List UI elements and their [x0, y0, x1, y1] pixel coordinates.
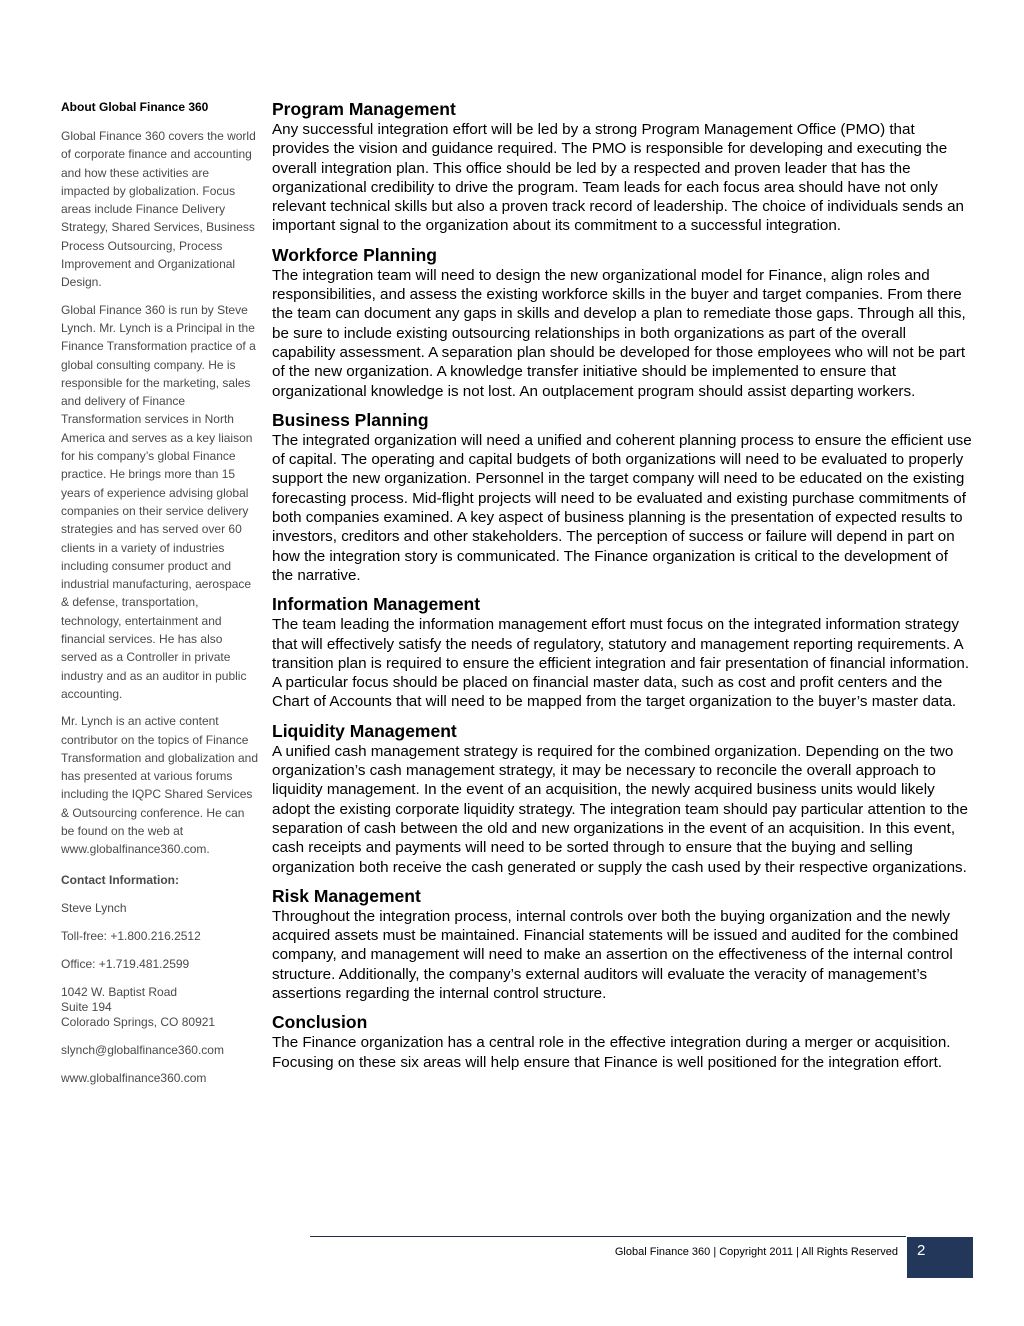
section-heading: Business Planning [272, 409, 429, 430]
footer-divider [310, 1236, 906, 1237]
section-heading: Liquidity Management [272, 720, 457, 741]
section-risk-management [272, 885, 972, 1003]
contact-info-label: Contact Information: [61, 872, 179, 887]
section-body: The team leading the information management effort must focus on the integrated information strategy that will effectively satisfy the needs of regulatory, statutory and management reporting requirements. A transition plan is required to ensure the efficient integration and fair presentation of financial information. A particular focus should be placed on financial master data, such as cost and profit centers and the Chart of Accounts that will need to be mapped from the target organization to the buyer’s master data. [272, 616, 970, 711]
sidebar-paragraph-2: Global Finance 360 is run by Steve Lynch. Mr. Lynch is a Principal in the Finance Transformation practice of a global consulting company. He is responsible for the marketing, sales and delivery of Finance Transformation services in North America and serves as a key liaison for his company’s global Finance practice. He brings more than 15 years of experience advising global companies on their service delivery strategies and has served over 60 clients in a variety of industries including consumer product and industrial manufacturing, aerospace & defense, transportation, technology, entertainment and financial services. He has also served as a Controller in private industry and as an auditor in public accounting. [61, 302, 256, 701]
address-line-3: Colorado Springs, CO 80921 [61, 1014, 216, 1029]
section-conclusion [272, 1011, 972, 1072]
section-heading: Program Management [272, 99, 456, 119]
office-phone: Office: +1.719.481.2599 [61, 956, 190, 971]
section-business-planning [272, 409, 972, 585]
section-body: Throughout the integration process, internal controls over both the buying organization and the newly acquired assets must be maintained. Financial statements will be issued and audited for the combined company, and management will need to make an assertion on the effectiveness of the internal control structure. Additionally, the company’s external auditors will evaluate the veracity of management’s assertions regarding the internal control structure. [272, 907, 959, 1002]
section-heading: Information Management [272, 594, 481, 615]
section-heading: Workforce Planning [272, 244, 437, 265]
sidebar-title: About Global Finance 360 [61, 100, 209, 114]
section-body: A unified cash management strategy is required for the combined organization. Depending on the two organization’s cash management strategy, it may be necessary to reconcile the overall approach to liquidity management. In the event of an acquisition, the newly acquired business units would likely adopt the existing corporate liquidity strategy. The integration team should pay particular attention to the separation of cash between the old and new organizations in the event of an acquisition. In this event, cash receipts and payments will need to be sorted through to ensure that the buying and selling organization both receive the cash generated or supply the cash used by their respective organizations. [272, 742, 968, 876]
sidebar-paragraph-3: Mr. Lynch is an active content contributor on the topics of Finance Transformation and globalization and has presented at various forums including the IQPC Shared Services & Outsourcing conference. He can be found on the web at www.globalfinance360.com. [61, 714, 259, 857]
email-link[interactable]: slynch@globalfinance360.com [61, 1042, 224, 1057]
contact-name: Steve Lynch [61, 900, 127, 915]
about-sidebar [61, 100, 261, 1099]
address-line-2: Suite 194 [61, 999, 112, 1014]
address-line-1: 1042 W. Baptist Road [61, 984, 178, 999]
section-body: Any successful integration effort will be led by a strong Program Management Office (PMO) that provides the vision and guidance required. The PMO is responsible for developing and executing the overall integration plan. This office should be led by a respected and proven leader that has the organizational credibility to drive the program. Team leads for each focus area should have not only relevant technical skills but also a proven track record of leadership. The choice of individuals sends an important signal to the organization about its commitment to a successful integration. [272, 121, 964, 235]
page-number-box [907, 1237, 973, 1278]
section-workforce-planning [272, 244, 972, 401]
section-body: The integrated organization will need a unified and coherent planning process to ensure the efficient use of capital. The operating and capital budgets of both organizations will need to be evaluated to properly support the new organization. Personnel in the target company will need to be educated on the existing forecasting process. Mid-flight projects will need to be evaluated and existing purchase commitments of both companies examined. A key aspect of business planning is the presentation of expected results to investors, creditors and other stakeholders. The perception of success or failure will depend in part on how the integration story is communicated. The Finance organization is critical to the development of the narrative. [272, 431, 972, 584]
website-link[interactable]: www.globalfinance360.com [61, 1070, 207, 1085]
toll-free-phone: Toll-free: +1.800.216.2512 [61, 928, 201, 943]
section-body: The integration team will need to design the new organizational model for Finance, align roles and responsibilities, and assess the existing workforce skills in the buyer and target companies. From there the team can document any gaps in skills and develop a plan to remediate those gaps. Through all this, be sure to include existing outsourcing relationships in both organizations as part of the overall capability assessment. A separation plan should be developed for those employees who will not be part of the new organization. A knowledge transfer initiative should be implemented to ensure that organizational knowledge is not lost. An outplacement program should assist departing workers. [272, 266, 966, 400]
section-heading: Conclusion [272, 1012, 368, 1033]
section-information-management [272, 593, 972, 711]
sidebar-paragraph-1: Global Finance 360 covers the world of corporate finance and accounting and how these activities are impacted by globalization. Focus areas include Finance Delivery Strategy, Shared Services, Business Process Outsourcing, Process Improvement and Organizational Design. [61, 129, 256, 290]
mailing-address [61, 985, 261, 1030]
footer-copyright: Global Finance 360 | Copyright 2011 | All Rights Reserved [614, 1246, 898, 1258]
section-liquidity-management [272, 720, 972, 877]
section-heading: Risk Management [272, 885, 421, 906]
page-number: 2 [917, 1242, 926, 1259]
section-body: The Finance organization has a central role in the effective integration during a merger or acquisition. Focusing on these six areas will help ensure that Finance is well positioned for the integration effort. [272, 1034, 951, 1071]
main-content [272, 98, 972, 1080]
section-program-management [272, 98, 972, 236]
